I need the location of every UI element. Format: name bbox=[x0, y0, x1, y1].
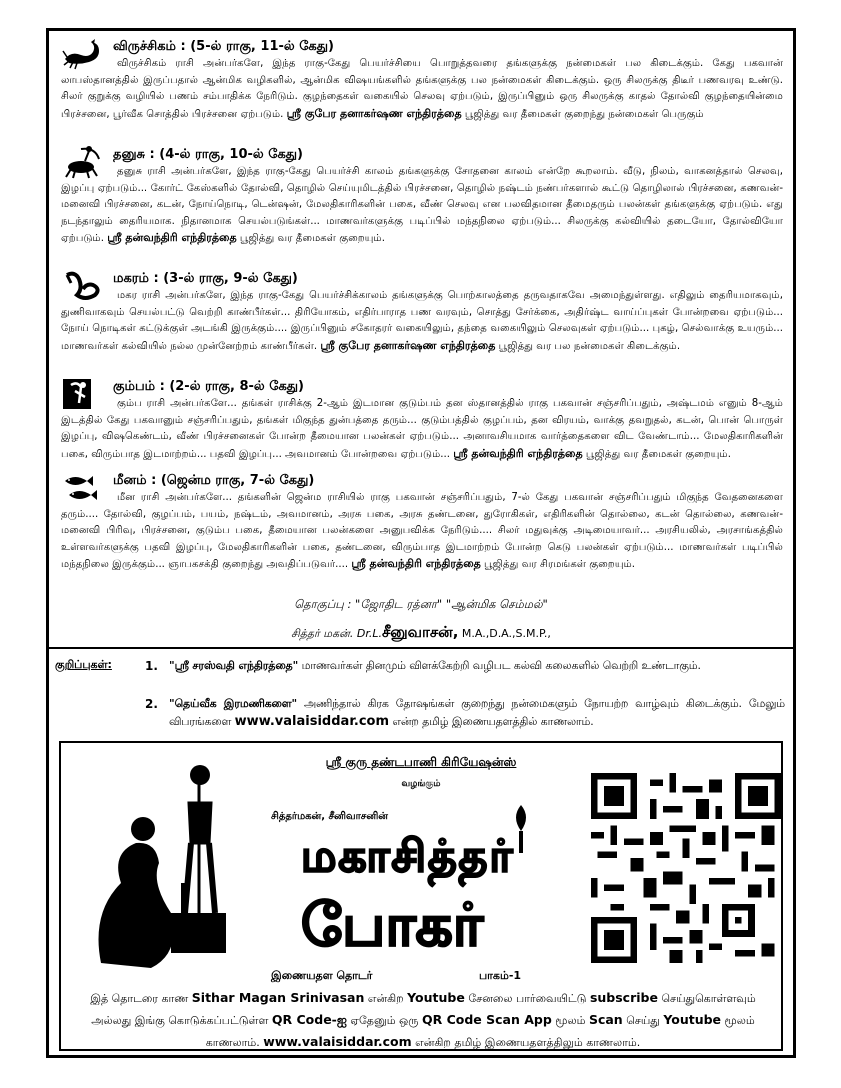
siddhar-illustration-icon bbox=[81, 763, 251, 978]
page-frame bbox=[46, 28, 796, 1058]
author-name: சீனுவாசன், bbox=[381, 623, 459, 641]
website-link[interactable]: www.valaisiddar.com bbox=[263, 1034, 412, 1049]
body-text-end: பூஜித்து வர பல நன்மைகள் கிடைக்கும். bbox=[498, 340, 681, 352]
note-text: மாணவர்கள் தினமும் விளக்கேற்றி வழிபட கல்வி கலைகளில் வெற்றி உண்டாகும். bbox=[301, 659, 701, 672]
section-title: கும்பம் : (2-ல் ராகு, 8-ல் கேது) bbox=[113, 379, 304, 394]
body-text-end: பூஜித்து வர தீமைகள் குறையும். bbox=[585, 448, 731, 460]
body-text: மீன ராசி அன்பர்களே... தங்களின் ஜென்ம ராசியில் ராகு பகவான் சஞ்சரிப்பதும், 7-ல் கேது பகவான் சஞ்சரிப்பதும் மிகுந்த வேதனைகளை தரும்.... தோல்வி, குழப்பம், பயம், நஷ்டம், அவமானம், அரசு பகை, அரசு தண்டனை, துரோகிகள், எதிரிகளின் தொல்லை, கடன் தொல்லை, கணவன்-மனைவி பிரிவு, பிரச்சனை, குடும்ப பகை, தீமையான பலன்களை அனுபவிக்க நேரிடும்.... சிலர் மதுவுக்கு அடிமையாவர்... அரசியலில், அரசாங்கத்தில் உள்ளவர்களுக்கு பதவி இழப்பு, மேலதிகாரிகளின் பகை, தண்டனை, விரும்பாத இடமாற்றம் போன்ற கெடு பலன்கள் ஏற்படும்... மாணவர்கள் படிப்பில் மந்தநிலை இருக்கும்... ஞாபகசக்தி குறைந்து அவதிப்படுவர்.... bbox=[61, 492, 783, 571]
yantra-name: ஸ்ரீ தன்வந்திரி எந்திரத்தை bbox=[453, 446, 583, 460]
note-number: 1. bbox=[145, 659, 158, 673]
section-title: மகரம் : (3-ல் ராகு, 9-ல் கேது) bbox=[113, 271, 298, 286]
advert-footer: இத் தொடரை காண Sithar Magan Srinivasan என்கிற Youtube சேனலை பார்வையிட்டு subscribe செய்துகொள்ளவும் அல்லது இங்கு கொடுக்கப்பட்டுள்ள QR Code-ஐ ஏதேனும் ஒரு QR Code Scan App மூலம் Scan செய்து Youtube மூலம் காணலாம். www.valaisiddar.com என்கிற தமிழ் இணையதளத்திலும் காணலாம். bbox=[90, 990, 756, 1049]
section-title: தனுசு : (4-ல் ராகு, 10-ல் கேது) bbox=[113, 147, 303, 162]
note-quote: "தெய்வீக இரமணிகளை" bbox=[169, 697, 298, 710]
author-prefix: சித்தர் மகன். Dr.L. bbox=[291, 627, 382, 640]
body-text: கும்ப ராசி அன்பர்களே... தங்கள் ராசிக்கு 2-ஆம் இடமான குடும்பம் தன ஸ்தானத்தில் ராகு பகவான் சஞ்சரிப்பதும், அஷ்டமம் எனும் 8-ஆம் இடத்தில் கேது பகவானும் சஞ்சரிப்பதும், தங்கள் மிகுந்த துன்பத்தை தரும்... குடும்பத்தில் குழப்பம், தன விரயம், வாக்கு தவறுதல், கடன், பொன் பொருள் இழப்பு, விஷகெண்டம், வீண் பிரச்சனைகள் போன்ற தீமையான பலன்கள் ஏற்படும்... அனாவசியமாக வார்த்தைகளை விட வேண்டாம்... மேலதிகாரிகளின் பகை, விரும்பாத இடமாற்றம்... பதவி இழப்பு... அவமானம் போன்றவை ஏற்படும்... bbox=[61, 398, 783, 460]
body-text-end: பூஜித்து வர சிரமங்கள் குறையும். bbox=[484, 559, 636, 571]
presents-text: வழங்கும் bbox=[401, 779, 441, 789]
yantra-name: ஸ்ரீ குபேர தனாகர்ஷண எந்திரத்தை bbox=[286, 106, 462, 120]
section-body bbox=[61, 56, 783, 123]
youtube-channel-name[interactable]: Sithar Magan Srinivasan bbox=[191, 990, 365, 1005]
yantra-name: ஸ்ரீ தன்வந்திரி எந்திரத்தை bbox=[107, 231, 237, 245]
section-body bbox=[61, 164, 783, 248]
lamp-icon bbox=[509, 803, 533, 855]
qr-code-icon[interactable] bbox=[591, 773, 781, 963]
yantra-name: ஸ்ரீ குபேர தனாகர்ஷண எந்திரத்தை bbox=[320, 338, 496, 352]
note-number: 2. bbox=[145, 697, 158, 711]
body-text-end: பூஜித்து வர தீமைகள் குறையும். bbox=[239, 233, 385, 245]
note-item bbox=[145, 657, 785, 675]
section-body bbox=[61, 288, 783, 355]
series-type: இணையதள தொடர் bbox=[271, 969, 373, 982]
section-title: விருச்சிகம் : (5-ல் ராகு, 11-ல் கேது) bbox=[113, 39, 334, 54]
body-text: மகர ராசி அன்பர்களே, இந்த ராகு-கேது பெயர்ச்சிக்காலம் தங்களுக்கு பொற்காலத்தை தருவதாகவே அமைந்துள்ளது. எதிலும் தைரியமாகவும், துணிவாகவும் செயல்பட்டு வெற்றி காண்பீர்கள்... திரியோகம், எதிர்பாராத பண வரவும், சொத்து சேர்க்கை, அதிர்ஷ்ட வாய்ப்புகள் போன்றவை ஏற்படும்... நோய் நொடிகள் கட்டுக்குள் அடங்கி இருக்கும்.... இருப்பினும் சகோதரர் வகையிலும், தந்தை வகையிலும் செலவுகள் ஏற்படும்... புகழ், செல்வாக்கு உயரும்... மாணவர்கள் கல்வியில் நல்ல முன்னேற்றம் காண்பீர்கள். bbox=[61, 290, 783, 352]
notes-label: குறிப்புகள்: bbox=[55, 658, 112, 671]
yantra-name: ஸ்ரீ தன்வந்திரி எந்திரத்தை bbox=[351, 557, 481, 571]
series-title-line2: போகர் bbox=[301, 891, 484, 959]
publisher-text: ஸ்ரீ குரு தண்டபாணி கிரியேஷன்ஸ் bbox=[325, 755, 517, 769]
section-body bbox=[61, 396, 783, 463]
advertisement-box bbox=[59, 741, 783, 1051]
note-text: அணிந்தால் கிரக தோஷங்கள் குறைந்து நன்மைகளும் நோயற்ற வாழ்வும் கிடைக்கும். மேலும் விபரங்களை bbox=[169, 697, 785, 728]
subscribe-text: subscribe bbox=[589, 990, 658, 1005]
series-title-line1: மகாசித்தர் bbox=[301, 831, 515, 882]
body-text: விருச்சிகம் ராசி அன்பர்களே, இந்த ராகு-கேது பெயர்ச்சியை பொறுத்தவரை தங்களுக்கு நன்மைகள் பல கிடைக்கும். கேது பகவான் லாபஸ்தானத்தில் இருப்பதால் ஆன்மிக வழிகளில், ஆன்மிக விஷயங்களில் தங்களுக்கு பல நன்மைகள் கிடைக்கும். ஒரு சிலருக்கு திடீர் பணவரவு உண்டு. சிலர் குறுக்கு வழியில் பணம் சம்பாதிக்க நேரிடும். குழந்தைகள் வகையில் செலவு ஏற்படும், இருப்பினும் ஒரு சிலருக்கு காதல் தோல்வி குழந்தையின்மை பிரச்சனை, பூர்வீக சொத்தில் பிரச்சனை ஏற்படும். bbox=[61, 58, 783, 120]
website-link[interactable]: www.valaisiddar.com bbox=[234, 714, 389, 729]
series-author: சித்தர்மகன், சீனிவாசனின் bbox=[271, 811, 388, 822]
compilation-credit: தொகுப்பு : "ஜோதிட ரத்னா" "ஆன்மிக செம்மல்" bbox=[294, 597, 548, 611]
note-text-end: என்ற தமிழ் இணையதளத்தில் காணலாம். bbox=[392, 715, 594, 728]
note-item bbox=[145, 695, 785, 731]
section-divider bbox=[49, 647, 793, 649]
author-credit bbox=[49, 623, 793, 643]
body-text-end: பூஜித்து வர தீமைகள் குறைந்து நன்மைகள் பெருகும் bbox=[464, 108, 704, 120]
note-quote: "ஸ்ரீ சரஸ்வதி எந்திரத்தை" bbox=[169, 659, 299, 672]
series-part: பாகம்-1 bbox=[479, 969, 522, 982]
section-body bbox=[61, 490, 783, 574]
body-text: தனுசு ராசி அன்பர்களே, இந்த ராகு-கேது பெயர்ச்சி காலம் தங்களுக்கு சோதனை காலம் என்றே கூறலாம். வீடு, நிலம், வாகனத்தால் செலவு, இழப்பு ஏற்படும்... கோர்ட் கேஸ்களில் தோல்வி, தொழில் செய்யுமிடத்தில் பிரச்சனை, தொழில் நஷ்டம் நண்பர்களால் கூட்டு தொழிலால் பிரச்சனை, கணவன்-மனைவி பிரச்சனை, கடன், நோய்நொடி, டென்ஷன், மேலதிகாரிகளின் பகை, வீண் செலவு என பலவிதமான தீமைதரும் பலன்கள் தங்களுக்கு ஏற்படும். எது நடந்தாலும் தைரியமாக. நிதானமாக செயல்படுங்கள்... மாணவர்களுக்கு படிப்பில் மந்தநிலை ஏற்படும்... சிலருக்கு கல்வியில் தடையோ, தோல்வியோ ஏற்படும். bbox=[61, 166, 783, 245]
author-degrees: M.A.,D.A.,S.M.P., bbox=[461, 627, 551, 640]
section-title: மீனம் : (ஜென்ம ராகு, 7-ல் கேது) bbox=[113, 473, 315, 488]
